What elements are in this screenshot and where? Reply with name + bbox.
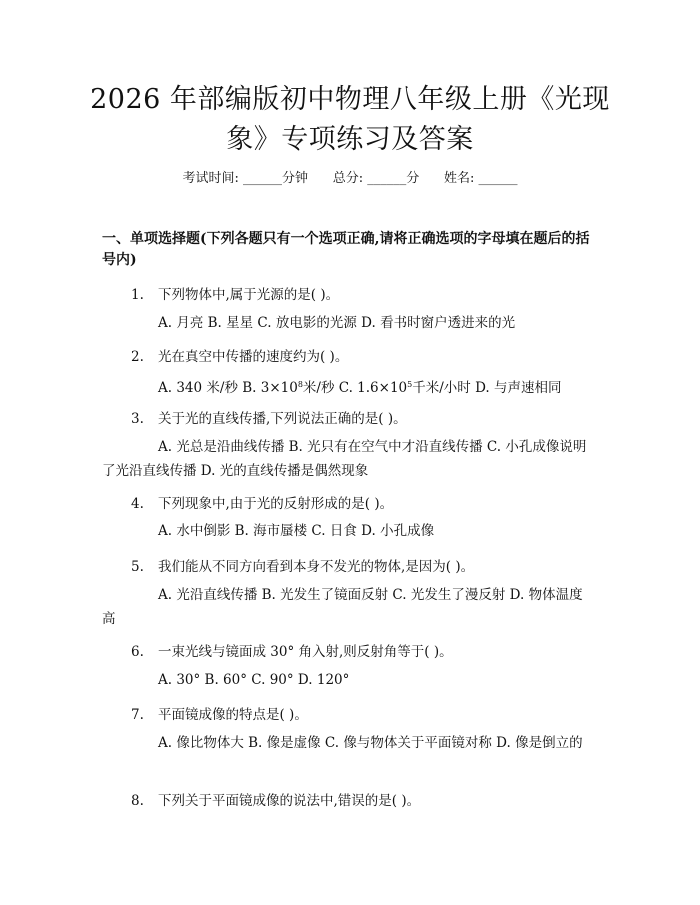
question-stem: 下列物体中,属于光源的是( )。 (158, 287, 340, 303)
question-stem: 关于光的直线传播,下列说法正确的是( )。 (158, 411, 407, 427)
title-line-1: 2026 年部编版初中物理八年级上册《光现 (90, 84, 610, 115)
title-line-2: 象》专项练习及答案 (226, 124, 474, 155)
question-5-options: A. 光沿直线传播 B. 光发生了镜面反射 C. 光发生了漫反射 D. 物体温度高 (102, 587, 583, 627)
question-6 (131, 640, 453, 660)
question-stem: 一束光线与镜面成 30° 角入射,则反射角等于( )。 (158, 644, 453, 660)
option-text-a: A. 340 米/秒 B. 3×10 (158, 380, 298, 396)
question-stem: 下列现象中,由于光的反射形成的是( )。 (158, 496, 394, 512)
exponent-5: 5 (407, 380, 413, 389)
question-number: 7. (131, 707, 144, 723)
question-3-options: A. 光总是沿曲线传播 B. 光只有在空气中才沿直线传播 C. 小孔成像说明了光沿直线传播 D. 光的直线传播是偶然现象 (102, 439, 587, 479)
option-text-c: 千米/小时 D. 与声速相同 (412, 380, 562, 396)
question-4-options: A. 水中倒影 B. 海市蜃楼 C. 日食 D. 小孔成像 (158, 523, 435, 539)
question-number: 2. (131, 349, 144, 365)
question-6-options: A. 30° B. 60° C. 90° D. 120° (158, 672, 350, 688)
question-7 (131, 703, 308, 723)
option-text-b: 米/秒 C. 1.6×10 (302, 380, 408, 396)
exam-meta-line: 考试时间: ______分钟 总分: ______分 姓名: ______ (182, 171, 518, 186)
question-stem: 我们能从不同方向看到本身不发光的物体,是因为( )。 (158, 559, 475, 575)
question-number: 6. (131, 644, 144, 660)
question-2-options (102, 373, 596, 400)
question-4 (131, 492, 393, 512)
question-3 (131, 407, 407, 427)
question-stem: 光在真空中传播的速度约为( )。 (158, 349, 349, 365)
question-5 (131, 555, 474, 575)
question-7-options: A. 像比物体大 B. 像是虚像 C. 像与物体关于平面镜对称 D. 像是倒立的 (158, 735, 583, 751)
document-title (60, 80, 640, 160)
section-heading: 一、单项选择题(下列各题只有一个选项正确,请将正确选项的字母填在题后的括号内) (102, 231, 590, 268)
question-number: 1. (131, 287, 144, 303)
question-number: 8. (131, 793, 144, 809)
question-stem: 下列关于平面镜成像的说法中,错误的是( )。 (158, 793, 421, 809)
question-1 (131, 283, 339, 303)
question-8 (131, 789, 420, 809)
question-1-options: A. 月亮 B. 星星 C. 放电影的光源 D. 看书时窗户透进来的光 (158, 315, 516, 331)
question-number: 3. (131, 411, 144, 427)
question-number: 4. (131, 496, 144, 512)
question-2 (131, 345, 348, 365)
exponent-8: 8 (297, 380, 303, 389)
question-stem: 平面镜成像的特点是( )。 (158, 707, 308, 723)
question-number: 5. (131, 559, 144, 575)
